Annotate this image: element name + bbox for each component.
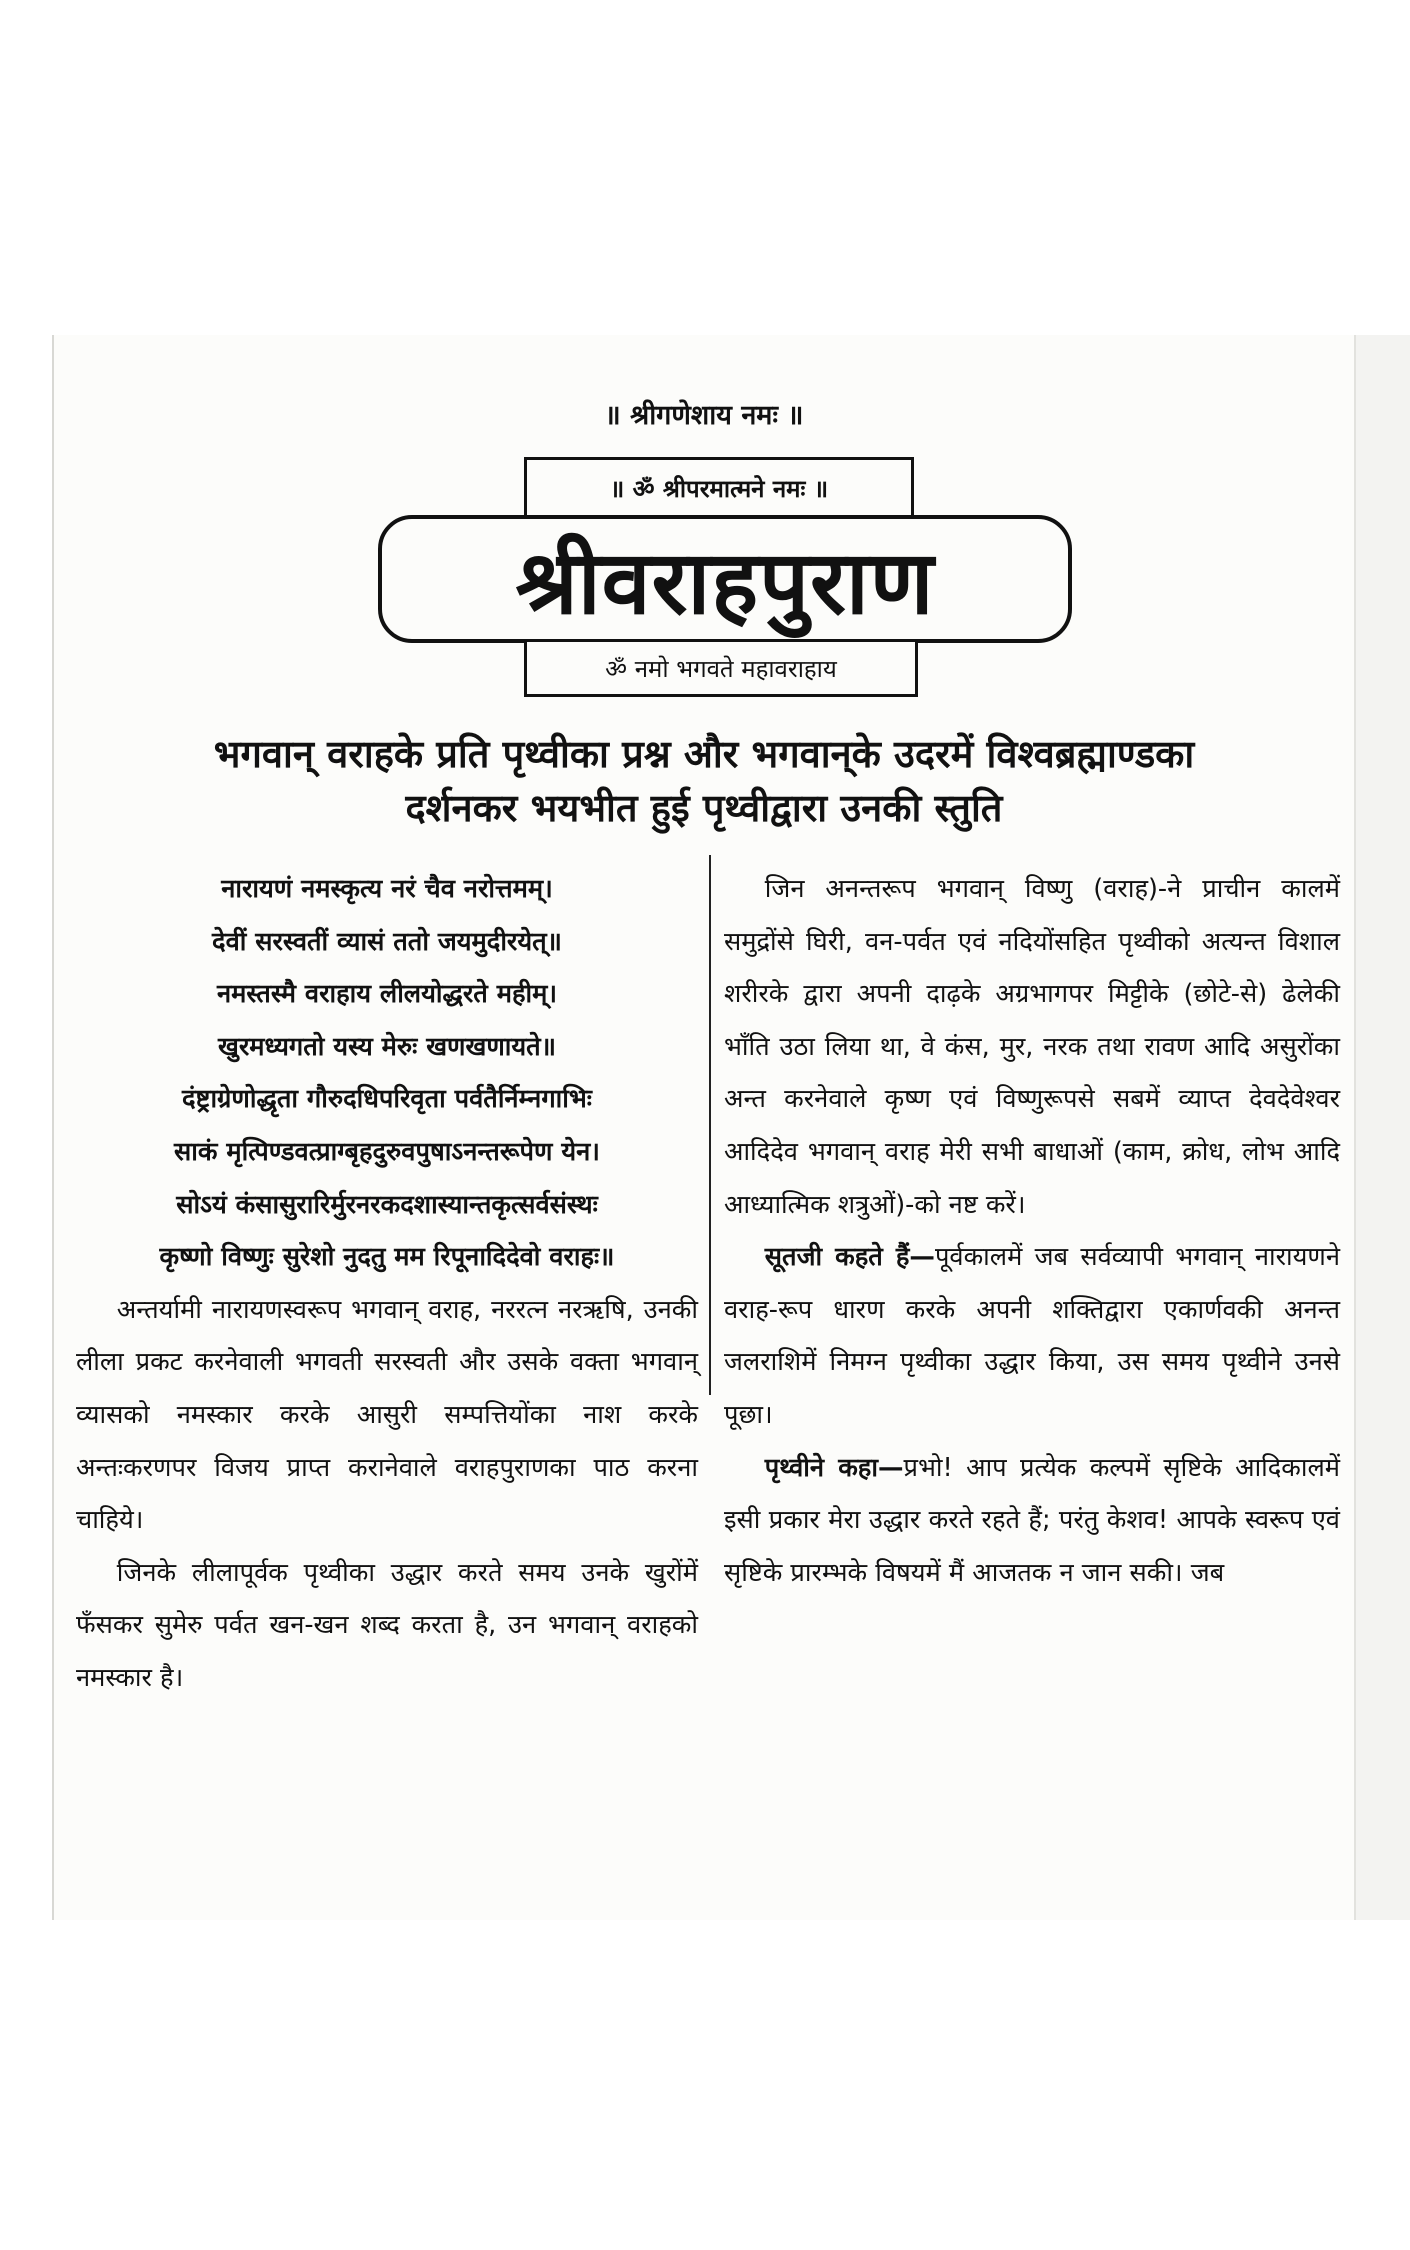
invocation-ganesha: ॥ श्रीगणेशाय नमः ॥: [604, 400, 804, 431]
verse-line: सोऽयं कंसासुरारिर्मुरनरकदशास्यान्तकृत्सर्वसंस्थः: [176, 1189, 598, 1220]
right-paragraph-3-text: प्रभो! आप प्रत्येक कल्पमें सृष्टिके आदिकालमें इसी प्रकार मेरा उद्धार करते रहते हैं; परंतु केशव! आपके स्वरूप एवं सृष्टिके प्रारम्भके विषयमें मैं आजतक न जान सकी। जब: [724, 1452, 1340, 1588]
mantra-box: [524, 639, 918, 697]
verse-line: देवीं सरस्वतीं व्यासं ततो जयमुदीरयेत्॥: [212, 926, 562, 957]
verse-line: कृष्णो विष्णुः सुरेशो नुदतु मम रिपूनादिदेवो वराहः॥: [159, 1242, 615, 1273]
left-paragraph-1: अन्तर्यामी नारायणस्वरूप भगवान् वराह, नररत्न नरऋषि, उनकी लीला प्रकट करनेवाली भगवती सरस्वती और उसके वक्ता भगवान् व्यासको नमस्कार करके आसुरी सम्पत्तियोंका नाश करके अन्तःकरणपर विजय प्राप्त करानेवाले वराहपुराणका पाठ करना चाहिये।: [76, 1294, 698, 1536]
verse-line: खुरमध्यगतो यस्य मेरुः खणखणायते॥: [218, 1031, 556, 1062]
left-column: [76, 863, 698, 1705]
verse-line: नारायणं नमस्कृत्य नरं चैव नरोत्तमम्।: [221, 874, 553, 904]
chapter-heading-line-2: दर्शनकर भयभीत हुई पृथ्वीद्वारा उनकी स्तुति: [405, 786, 1003, 830]
right-paragraph-1: जिन अनन्तरूप भगवान् विष्णु (वराह)-ने प्राचीन कालमें समुद्रोंसे घिरी, वन-पर्वत एवं नदियोंसहित पृथ्वीको अत्यन्त विशाल शरीरके द्वारा अपनी दाढ़के अग्रभागपर मिट्टीके (छोटे-से) ढेलेकी भाँति उठा लिया था, वे कंस, मुर, नरक तथा रावण आदि असुरोंका अन्त करनेवाले कृष्ण एवं विष्णुरूपसे सबमें व्याप्त देवदेवेश्वर आदिदेव भगवान् वराह मेरी सभी बाधाओं (काम, क्रोध, लोभ आदि आध्यात्मिक शत्रुओं)-को नष्ट करें।: [724, 874, 1340, 1220]
verse-line: साकं मृत्पिण्डवत्प्राग्बृहदुरुवपुषाऽनन्तरूपेण येन।: [174, 1136, 600, 1167]
left-paragraph-2: जिनके लीलापूर्वक पृथ्वीका उद्धार करते समय उनके खुरोंमें फँसकर सुमेरु पर्वत खन-खन शब्द करता है, उन भगवान् वराहको नमस्कार है।: [76, 1557, 698, 1693]
verse-line: दंष्ट्राग्रेणोद्धृता गौरुदधिपरिवृता पर्वतैर्निम्नगाभिः: [182, 1084, 592, 1115]
title-frame: [378, 515, 1072, 643]
right-paragraph-3: [724, 1442, 1340, 1600]
speaker-suta: सूतजी कहते हैं—: [764, 1242, 935, 1273]
page-title: श्रीवराहपुराण: [515, 531, 935, 634]
column-divider: [709, 855, 711, 1395]
book-page: [52, 335, 1356, 1920]
invocation-paramatma-text: ॥ ॐ श्रीपरमात्मने नमः ॥: [609, 474, 829, 503]
mantra-text: ॐ नमो भगवते महावराहाय: [605, 654, 837, 683]
right-paragraph-2: [724, 1231, 1340, 1441]
verse-line: नमस्तस्मै वराहाय लीलयोद्धरते महीम्।: [216, 979, 558, 1010]
page-edge: [1352, 335, 1410, 1920]
right-column: [724, 863, 1340, 1599]
invocation-verses: [76, 863, 698, 1284]
chapter-heading-line-1: भगवान् वराहके प्रति पृथ्वीका प्रश्न और भगवान्‌के उदरमें विश्वब्रह्माण्डका: [213, 732, 1195, 776]
speaker-prithvi: पृथ्वीने कहा—: [764, 1452, 904, 1483]
invocation-paramatma-box: [524, 457, 914, 519]
chapter-heading: [94, 727, 1314, 835]
right-paragraph-2-text: पूर्वकालमें जब सर्वव्यापी भगवान् नारायणने वराह-रूप धारण करके अपनी शक्तिद्वारा एकार्णवकी अनन्त जलराशिमें निमग्न पृथ्वीका उद्धार किया, उस समय पृथ्वीने उनसे पूछा।: [724, 1242, 1340, 1430]
